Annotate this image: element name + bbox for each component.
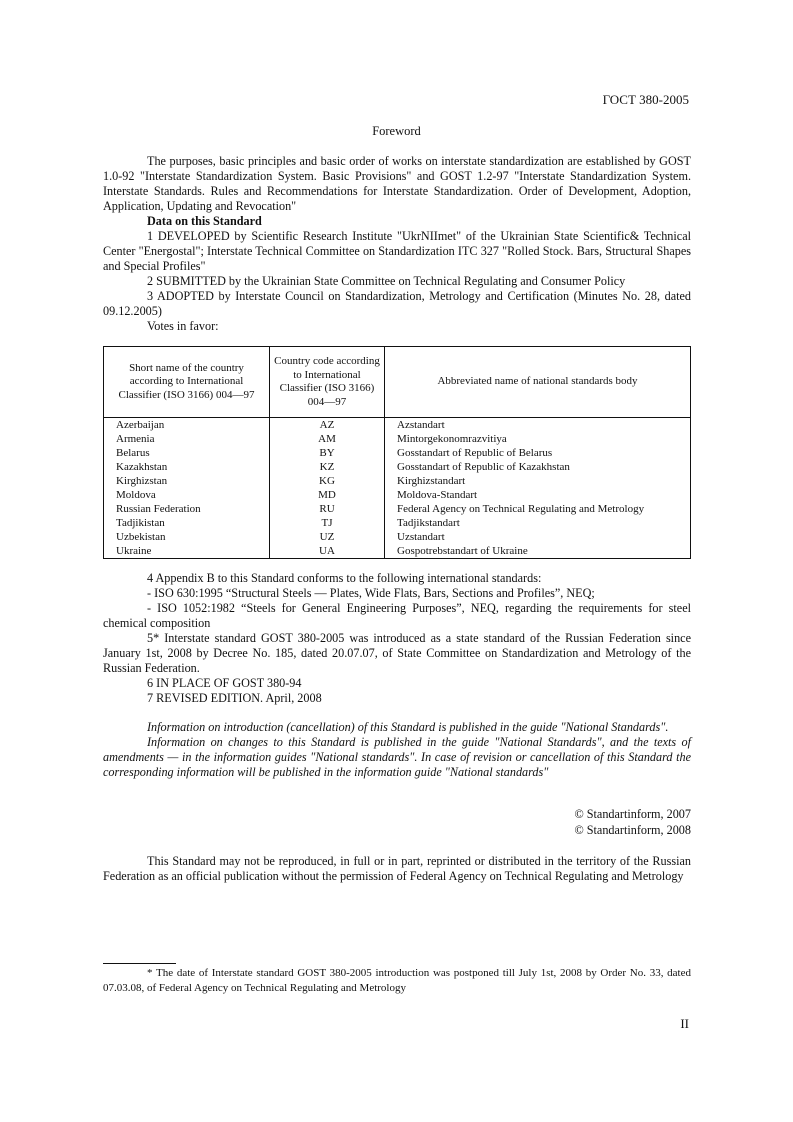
country-cell: Azerbaijan [104, 418, 270, 433]
info-introduction: Information on introduction (cancellation) of this Standard is published in the guide "National Standards". [147, 720, 669, 734]
standards-body-cell: Gosstandart of Republic of Belarus [385, 446, 691, 460]
standards-body-cell: Tadjikstandart [385, 516, 691, 530]
standards-body-cell: Moldova-Standart [385, 488, 691, 502]
country-cell: Uzbekistan [104, 530, 270, 544]
item-revised-edition: 7 REVISED EDITION. April, 2008 [147, 691, 322, 705]
votes-table [103, 346, 691, 559]
country-cell: Belarus [104, 446, 270, 460]
item-introduced: 5* Interstate standard GOST 380-2005 was introduced as a state standard of the Russian Federation since January 1st, 2008 by Decree No. 185, dated 20.07.07, of State Committee on Standardization and Metrology of the Russian Federation. [103, 631, 691, 675]
item-submitted: 2 SUBMITTED by the Ukrainian State Committee on Technical Regulating and Consumer Policy [147, 274, 626, 288]
code-cell: UZ [270, 530, 385, 544]
code-cell: KZ [270, 460, 385, 474]
copyright-block [103, 806, 691, 838]
foreword-title: Foreword [372, 124, 421, 138]
votes-label: Votes in favor: [147, 319, 219, 333]
standards-body-cell: Azstandart [385, 418, 691, 433]
table-row [104, 544, 691, 559]
document-body [103, 154, 691, 884]
code-cell: RU [270, 502, 385, 516]
item-in-place-of: 6 IN PLACE OF GOST 380-94 [147, 676, 302, 690]
table-row [104, 488, 691, 502]
country-cell: Kazakhstan [104, 460, 270, 474]
footnote: * The date of Interstate standard GOST 380-2005 introduction was postponed till July 1st, 2008 by Order No. 33, dated 07.03.08, of Federal Agency on Technical Regulating and Metrology [103, 967, 691, 994]
standards-body-cell: Kirghizstandart [385, 474, 691, 488]
header-code: Country code according to International Classifier (ISO 3166) 004—97 [270, 347, 385, 418]
table-row [104, 418, 691, 433]
code-cell: TJ [270, 516, 385, 530]
appendix-section [103, 571, 691, 706]
country-cell: Ukraine [104, 544, 270, 559]
data-heading: Data on this Standard [147, 214, 262, 228]
iso-1052-ref: - ISO 1052:1982 “Steels for General Engineering Purposes”, NEQ, regarding the requirements for steel chemical composition [103, 601, 691, 630]
table-row [104, 516, 691, 530]
code-cell: MD [270, 488, 385, 502]
standards-body-cell: Mintorgekonomrazvitiya [385, 432, 691, 446]
item-developed: 1 DEVELOPED by Scientific Research Institute "UkrNIImet" of the Ukrainian State Scientific& Technical Center "Energostal"; Interstate Technical Committee on Standardization ITC 327 "Rolled Stock. Bars, Structural Shapes and Special Profiles" [103, 229, 691, 273]
country-cell: Moldova [104, 488, 270, 502]
code-cell: UA [270, 544, 385, 559]
standards-body-cell: Gosstandart of Republic of Kazakhstan [385, 460, 691, 474]
page-number: II [680, 1016, 689, 1031]
country-cell: Tadjikistan [104, 516, 270, 530]
info-changes: Information on changes to this Standard is published in the guide "National Standards", and the texts of amendments — in the information guides "National standards". In case of revision or cancellation of this Standard the corresponding information will be published in the information guide "National standards" [103, 735, 691, 779]
item-adopted: 3 ADOPTED by Interstate Council on Standardization, Metrology and Certification (Minutes No. 28, dated 09.12.2005) [103, 289, 691, 318]
standards-body-cell: Federal Agency on Technical Regulating and Metrology [385, 502, 691, 516]
table-header-row [104, 347, 691, 418]
table-row [104, 530, 691, 544]
table-row [104, 432, 691, 446]
reproduction-notice: This Standard may not be reproduced, in full or in part, reprinted or distributed in the territory of the Russian Federation as an official publication without the permission of Federal Agency on Technical Regulating and Metrology [103, 854, 691, 883]
copyright-2007: © Standartinform, 2007 [574, 807, 691, 821]
code-cell: BY [270, 446, 385, 460]
country-cell: Armenia [104, 432, 270, 446]
table-row [104, 446, 691, 460]
intro-paragraph: The purposes, basic principles and basic order of works on interstate standardization are established by GOST 1.0-92 "Interstate Standardization System. Basic Provisions" and GOST 1.2-97 "Interstate Standardization System. Interstate Standards. Rules and Recommendations for Interstate Standardization. Order of Development, Adoption, Application, Updating and Revocation" [103, 154, 691, 213]
table-row [104, 460, 691, 474]
code-cell: AZ [270, 418, 385, 433]
table-row [104, 502, 691, 516]
table-body [104, 418, 691, 559]
table-row [104, 474, 691, 488]
information-notes [103, 720, 691, 780]
header-country: Short name of the country according to International Classifier (ISO 3166) 004—97 [104, 347, 270, 418]
standards-body-cell: Uzstandart [385, 530, 691, 544]
footnote-separator [103, 963, 176, 964]
standards-body-cell: Gospotrebstandart of Ukraine [385, 544, 691, 559]
code-cell: KG [270, 474, 385, 488]
country-cell: Russian Federation [104, 502, 270, 516]
item-appendix: 4 Appendix B to this Standard conforms to the following international standards: [147, 571, 542, 585]
country-cell: Kirghizstan [104, 474, 270, 488]
copyright-2008: © Standartinform, 2008 [574, 823, 691, 837]
document-code: ГОСТ 380-2005 [602, 92, 689, 107]
iso-630-ref: - ISO 630:1995 “Structural Steels — Plates, Wide Flats, Bars, Sections and Profiles”, NEQ; [147, 586, 595, 600]
header-standards-body: Abbreviated name of national standards body [385, 347, 691, 418]
code-cell: AM [270, 432, 385, 446]
